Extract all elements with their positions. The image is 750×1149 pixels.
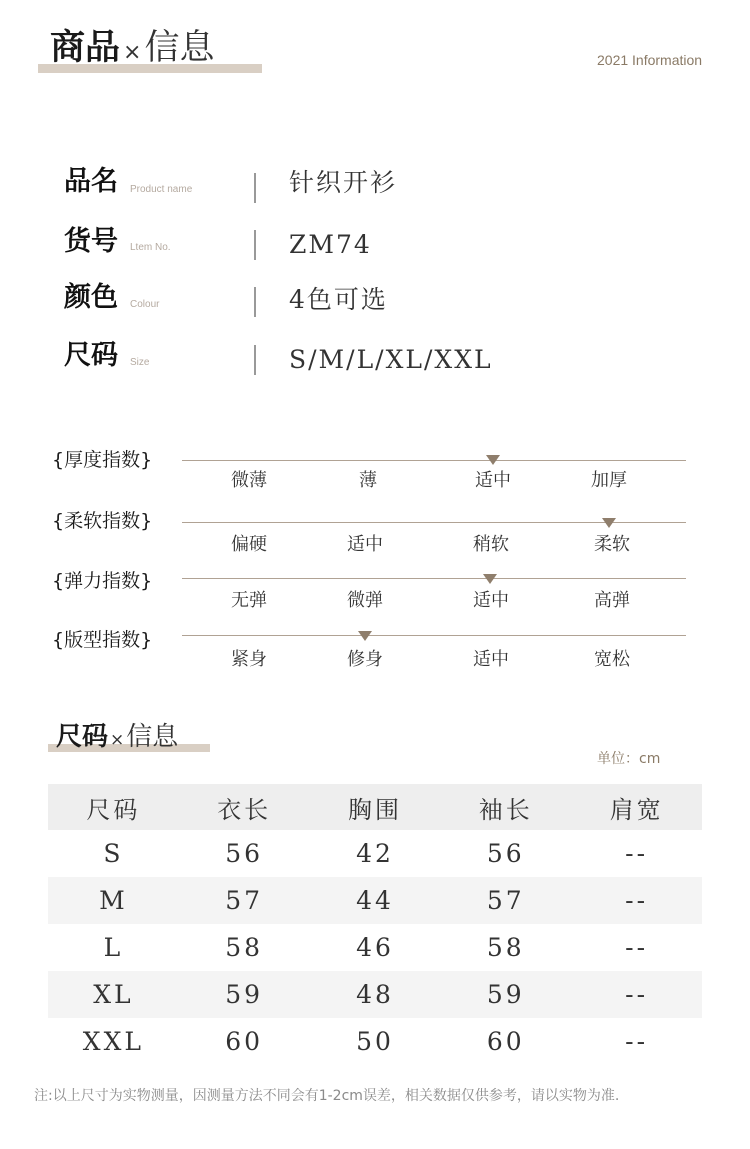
- index-scale-line: [182, 635, 686, 636]
- index-marker-icon: [486, 455, 500, 465]
- index-marker-icon: [358, 631, 372, 641]
- index-scale-line: [182, 578, 686, 579]
- index-option: 稍软: [473, 534, 509, 555]
- info-row-colour: [0, 282, 750, 332]
- size-cell: S: [103, 839, 124, 868]
- index-label: {厚度指数}: [52, 449, 153, 471]
- index-marker-icon: [602, 518, 616, 528]
- table-row: [48, 924, 702, 971]
- info-row-name: [0, 165, 750, 215]
- info-sublabel: Size: [130, 357, 150, 368]
- size-cell: L: [103, 933, 124, 962]
- header-title-light: 信息: [144, 28, 215, 68]
- info-separator: [254, 230, 256, 260]
- size-table: [48, 784, 702, 1065]
- index-label: {版型指数}: [52, 629, 153, 651]
- index-option: 适中: [473, 649, 509, 670]
- index-option: 适中: [473, 590, 509, 611]
- size-cell: --: [625, 839, 649, 868]
- index-option: 宽松: [594, 649, 630, 670]
- size-cell: --: [625, 886, 649, 915]
- header-title-bold: 商品: [50, 28, 121, 68]
- size-cell: M: [99, 886, 128, 915]
- size-cell: 56: [486, 839, 525, 868]
- info-row-size: [0, 340, 750, 390]
- size-header-cell: 衣长: [217, 795, 272, 824]
- info-value: 针织开衫: [289, 168, 398, 197]
- index-option: 柔软: [594, 534, 630, 555]
- info-sublabel: Product name: [130, 184, 193, 195]
- size-title-light: 信息: [126, 722, 179, 752]
- index-option: 适中: [475, 470, 511, 491]
- size-cell: XXL: [82, 1027, 144, 1056]
- info-separator: [254, 173, 256, 203]
- index-option: 偏硬: [231, 534, 267, 555]
- size-cell: 46: [356, 933, 394, 962]
- info-row-item-no: [0, 225, 750, 275]
- size-cell: 60: [486, 1027, 525, 1056]
- table-row: [48, 971, 702, 1018]
- index-row-elasticity: [0, 570, 750, 620]
- info-label: 品名: [64, 166, 118, 197]
- size-header-cell: 肩宽: [609, 795, 664, 824]
- size-cell: XL: [93, 980, 134, 1009]
- size-cell: 58: [225, 933, 264, 962]
- size-cell: --: [625, 1027, 649, 1056]
- size-cell: 59: [486, 980, 525, 1009]
- info-sublabel: Colour: [130, 299, 160, 310]
- index-option: 修身: [347, 649, 383, 670]
- size-cell: 58: [486, 933, 525, 962]
- index-label: {柔软指数}: [52, 510, 153, 532]
- size-cell: 57: [486, 886, 525, 915]
- size-header-cell: 袖长: [478, 795, 533, 824]
- size-unit-label: 单位：cm: [597, 751, 661, 767]
- size-header-cell: 胸围: [347, 795, 402, 824]
- header-title-x: ×: [123, 40, 142, 65]
- table-row: [48, 877, 702, 924]
- index-option: 加厚: [591, 470, 627, 491]
- size-header-cell: 尺码: [86, 795, 141, 824]
- size-cell: 44: [356, 886, 394, 915]
- table-row: [48, 1018, 702, 1065]
- size-cell: 48: [356, 980, 394, 1009]
- index-scale-line: [182, 460, 686, 461]
- index-option: 无弹: [231, 590, 267, 611]
- size-title-x: ×: [110, 730, 125, 750]
- info-value: 4色可选: [289, 285, 388, 314]
- info-separator: [254, 345, 256, 375]
- index-marker-icon: [483, 574, 497, 584]
- info-value: ZM74: [289, 230, 372, 259]
- info-label: 货号: [64, 226, 118, 257]
- info-label: 颜色: [64, 282, 118, 313]
- size-cell: 42: [356, 839, 394, 868]
- size-cell: 57: [225, 886, 264, 915]
- info-sublabel: Ltem No.: [130, 242, 171, 253]
- index-row-thickness: [0, 450, 750, 500]
- size-table-header: [48, 784, 702, 830]
- info-value: S/M/L/XL/XXL: [289, 345, 493, 374]
- size-cell: 59: [225, 980, 264, 1009]
- header-title: [50, 28, 215, 68]
- index-option: 高弹: [594, 590, 630, 611]
- index-option: 适中: [347, 534, 383, 555]
- index-option: 微弹: [347, 590, 383, 611]
- size-cell: 60: [225, 1027, 264, 1056]
- index-option: 微薄: [231, 470, 267, 491]
- info-label: 尺码: [64, 340, 118, 371]
- size-cell: 50: [356, 1027, 394, 1056]
- index-label: {弹力指数}: [52, 570, 153, 592]
- index-row-softness: [0, 511, 750, 561]
- size-title-bold: 尺码: [56, 722, 109, 752]
- index-row-fit: [0, 630, 750, 680]
- measurement-note: 注:以上尺寸为实物测量，因测量方法不同会有1-2cm误差，相关数据仅供参考，请以实物为准.: [34, 1088, 620, 1104]
- size-cell: 56: [225, 839, 264, 868]
- header-subtitle: 2021 Information: [597, 52, 703, 68]
- index-option: 薄: [359, 470, 377, 491]
- size-title: [56, 724, 178, 750]
- index-option: 紧身: [231, 649, 267, 670]
- size-cell: --: [625, 980, 649, 1009]
- table-row: [48, 830, 702, 877]
- size-cell: --: [625, 933, 649, 962]
- info-separator: [254, 287, 256, 317]
